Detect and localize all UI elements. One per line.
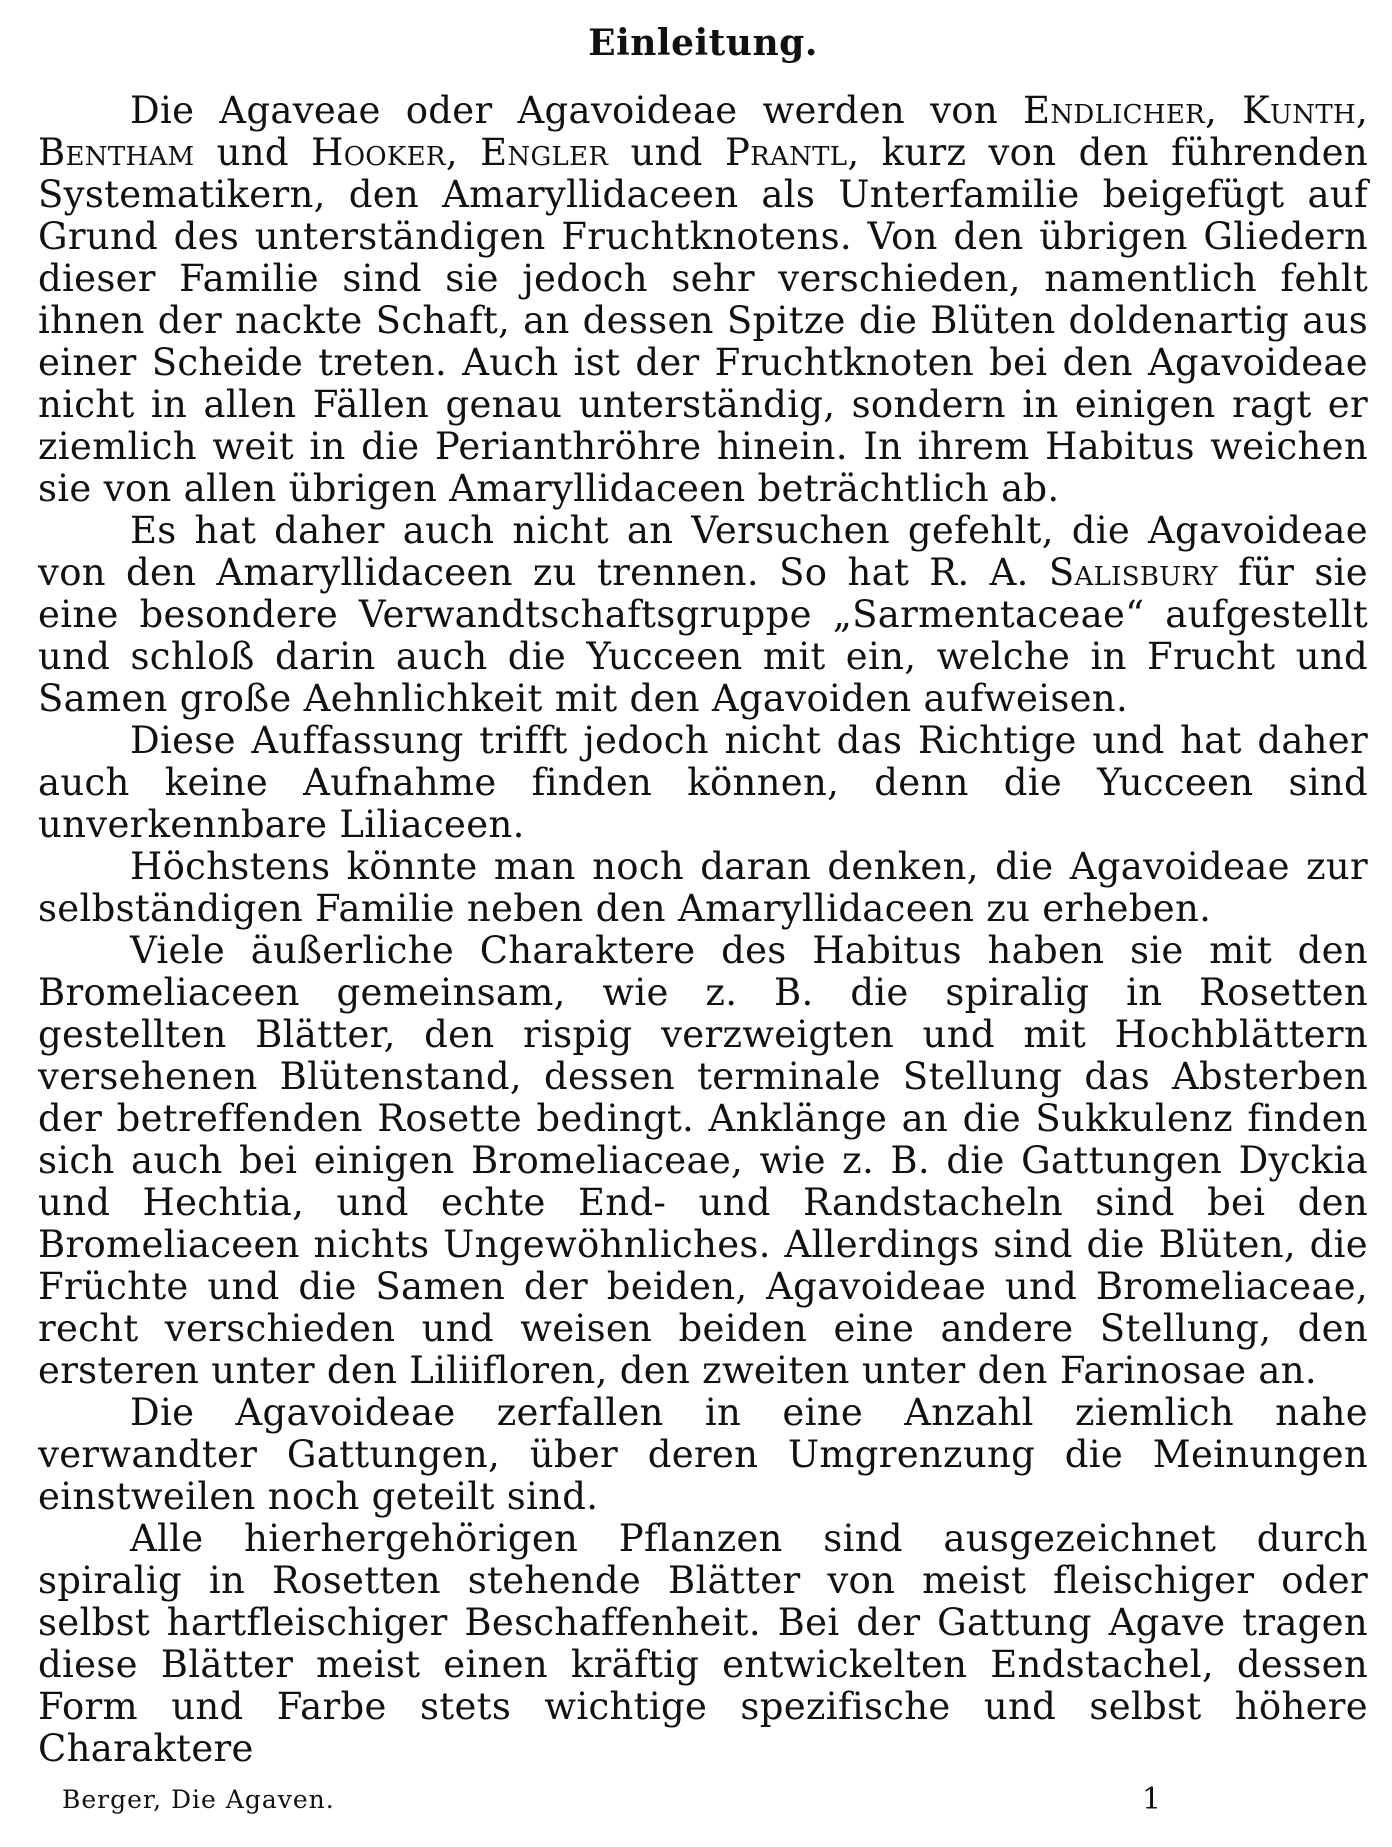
text-run: , [445, 131, 481, 174]
author-name: Hooker [311, 131, 446, 174]
text-run: Die Agaveae oder Agavoideae werden von [130, 89, 1024, 132]
author-name: Engler [480, 131, 609, 174]
text-run: Die Agavoideae zerfallen in eine Anzahl ziemlich nahe verwandter Gattungen, über deren Umgrenzung die Meinungen einstweilen noch geteilt sind. [38, 1391, 1368, 1518]
running-footer-author: Berger, Die Agaven. [62, 1785, 335, 1814]
text-run: und [194, 131, 312, 174]
text-run: Es hat daher auch nicht an Versuchen gefehlt, die Agavoideae von den Amaryllidaceen zu trennen. So hat R. A. [38, 509, 1368, 594]
paragraph-2 [38, 510, 1368, 720]
paragraph-5 [38, 930, 1368, 1392]
page-footer [62, 1783, 1368, 1817]
text-run: Viele äußerliche Charaktere des Habitus haben sie mit den Bromeliaceen gemeinsam, wie z. B. die spiralig in Rosetten gestellten Blätter, den rispig verzweigten und mit Hochblättern versehenen Blütenstand, dessen terminale Stellung das Absterben der betreffenden Rosette bedingt. Anklänge an die Sukkulenz finden sich auch bei einigen Bromeliaceae, wie z. B. die Gattungen Dyckia und Hechtia, und echte End- und Randstacheln sind bei den Bromeliaceen nichts Ungewöhnliches. Allerdings sind die Blüten, die Früchte und die Samen der beiden, Agavoideae und Bromeliaceae, recht verschieden und weisen beiden eine andere Stellung, den ersteren unter den Liliifloren, den zweiten unter den Farinosae an. [38, 929, 1368, 1392]
body-text [38, 90, 1368, 1770]
book-page [38, 18, 1368, 1828]
author-name: Bentham [38, 131, 195, 174]
text-run: , [1205, 89, 1243, 132]
chapter-title: Einleitung. [588, 22, 818, 64]
text-run: für sie eine besondere Verwandtschaftsgruppe „Sarmentaceae“ aufgestellt und schloß darin auch die Yucceen mit ein, welche in Frucht und Samen große Aehnlichkeit mit den Agavoiden aufweisen. [38, 551, 1368, 720]
author-name: Endlicher [1023, 89, 1205, 132]
text-run: Diese Auffassung trifft jedoch nicht das Richtige und hat daher auch keine Aufnahme finden können, denn die Yucceen sind unverkennbare Liliaceen. [38, 719, 1368, 846]
paragraph-7 [38, 1518, 1368, 1770]
author-name: Kunth [1242, 89, 1356, 132]
paragraph-3 [38, 720, 1368, 846]
text-run: , kurz von den führenden Systematikern, den Amaryllidaceen als Unterfamilie beigefügt auf Grund des unterständigen Fruchtknotens. Von den übrigen Gliedern dieser Familie sind sie jedoch sehr verschieden, namentlich fehlt ihnen der nackte Schaft, an dessen Spitze die Blüten doldenartig aus einer Scheide treten. Auch ist der Fruchtknoten bei den Agavoideae nicht in allen Fällen genau unterständig, sondern in einigen ragt er ziemlich weit in die Perianthröhre hinein. In ihrem Habitus weichen sie von allen übrigen Amaryllidaceen beträchtlich ab. [38, 131, 1368, 510]
paragraph-6 [38, 1392, 1368, 1518]
author-name: Salisbury [1048, 551, 1218, 594]
text-run: und [608, 131, 725, 174]
text-run: Alle hierhergehörigen Pflanzen sind ausgezeichnet durch spiralig in Rosetten stehende Blätter von meist fleischiger oder selbst hartfleischiger Beschaffenheit. Bei der Gattung Agave tragen diese Blätter meist einen kräftig entwickelten Endstachel, dessen Form und Farbe stets wichtige spezifische und selbst höhere Charaktere [38, 1517, 1368, 1770]
paragraph-4 [38, 846, 1368, 930]
text-run: Höchstens könnte man noch daran denken, die Agavoideae zur selbständigen Familie neben den Amaryllidaceen zu erheben. [38, 845, 1368, 930]
author-name: Prantl [724, 131, 848, 174]
page-number: 1 [1142, 1782, 1162, 1817]
paragraph-1 [38, 90, 1368, 510]
text-run: , [1355, 89, 1368, 132]
